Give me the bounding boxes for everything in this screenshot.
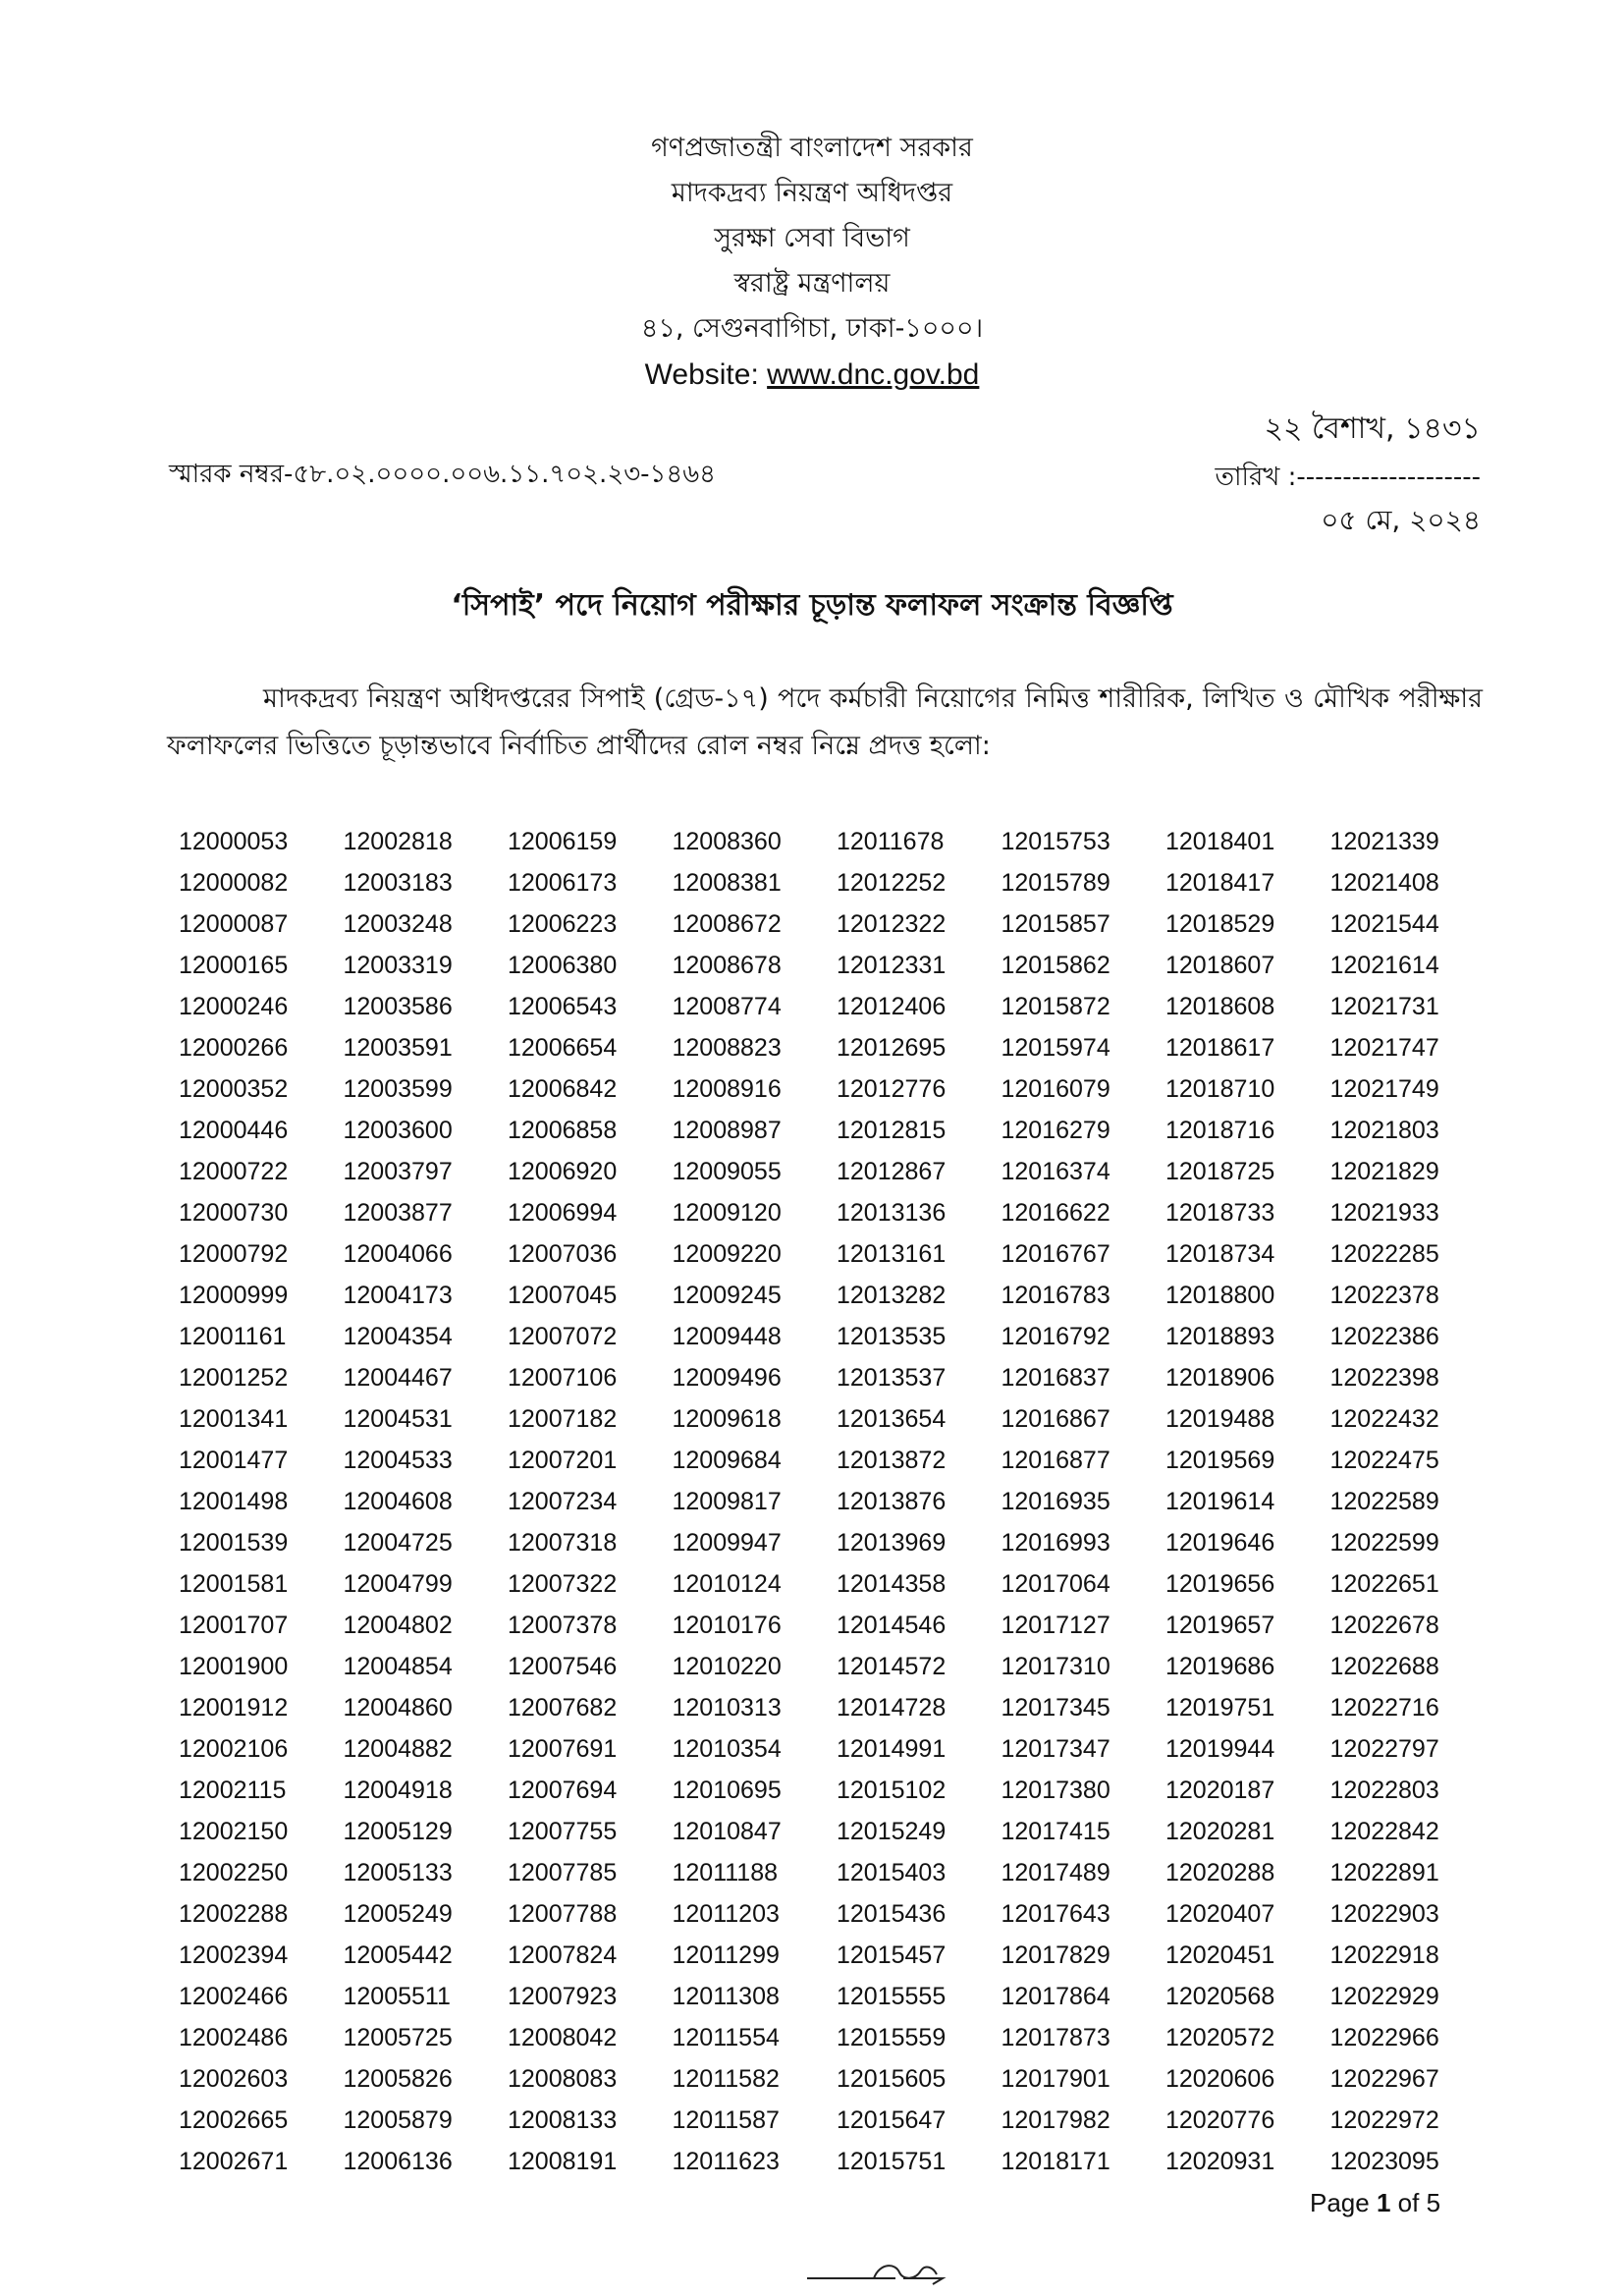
roll-number-cell: 12017064 [1001,1570,1110,1598]
roll-number-cell: 12012252 [837,869,947,897]
roll-number-cell: 12011582 [672,2065,780,2093]
roll-number-cell: 12005879 [343,2106,453,2134]
roll-number-cell: 12017345 [1001,1694,1110,1722]
roll-number-cell: 12006920 [508,1158,618,1185]
roll-number-cell: 12002394 [179,1941,289,1969]
roll-number-cell: 12008191 [508,2148,618,2175]
roll-number-cell: 12002106 [179,1735,289,1763]
roll-number-cell: 12018417 [1165,869,1275,897]
roll-number-cell: 12007201 [508,1447,618,1474]
roll-number-cell: 12022842 [1329,1818,1439,1845]
roll-number-cell: 12007378 [508,1612,618,1639]
roll-number-cell: 12012695 [837,1034,947,1062]
roll-number-cell: 12018608 [1165,993,1275,1020]
roll-number-cell: 12001912 [179,1694,289,1722]
roll-number-cell: 12012867 [837,1158,947,1185]
roll-number-cell: 12003248 [343,910,453,938]
roll-number-cell: 12007923 [508,1983,618,2010]
roll-number-cell: 12016783 [1001,1282,1110,1309]
letterhead-address: ৪১, সেগুনবাগিচা, ঢাকা-১০০০। [640,313,984,344]
roll-number-cell: 12003600 [343,1117,453,1144]
roll-number-cell: 12020568 [1165,1983,1275,2010]
roll-number-cell: 12008678 [672,952,782,979]
page-prefix: Page [1310,2188,1377,2217]
roll-number-cell: 12008774 [672,993,782,1020]
roll-number-cell: 12016079 [1001,1075,1110,1103]
roll-number-cell: 12006173 [508,869,618,897]
roll-number-cell: 12005826 [343,2065,453,2093]
letterhead-ministry: স্বরাষ্ট্র মন্ত্রণালয় [733,268,891,299]
website-link[interactable]: www.dnc.gov.bd [767,358,980,391]
roll-number-cell: 12011308 [672,1983,780,2010]
roll-number-cell: 12005442 [343,1941,453,1969]
roll-number-cell: 12019657 [1165,1612,1275,1639]
roll-number-cell: 12003586 [343,993,453,1020]
roll-number-cell: 12002466 [179,1983,289,2010]
roll-number-cell: 12010847 [672,1818,782,1845]
roll-number-cell: 12000266 [179,1034,289,1062]
roll-number-cell: 12013872 [837,1447,947,1474]
roll-number-cell: 12004802 [343,1612,453,1639]
roll-number-cell: 12011203 [672,1900,780,1928]
signature-initials [805,2259,952,2288]
roll-number-cell: 12009055 [672,1158,782,1185]
roll-number-cell: 12017347 [1001,1735,1110,1763]
roll-number-cell: 12008360 [672,828,782,855]
page-number [1310,2188,1440,2218]
roll-number-cell: 12006380 [508,952,618,979]
roll-number-cell: 12022918 [1329,1941,1439,1969]
roll-number-cell: 12009618 [672,1405,782,1433]
roll-number-cell: 12012815 [837,1117,947,1144]
roll-number-cell: 12013537 [837,1364,947,1392]
page-current: 1 [1376,2188,1391,2217]
roll-number-cell: 12010176 [672,1612,782,1639]
roll-number-cell: 12010354 [672,1735,782,1763]
roll-number-cell: 12020606 [1165,2065,1275,2093]
roll-number-cell: 12018607 [1165,952,1275,979]
roll-number-cell: 12006842 [508,1075,618,1103]
roll-number-cell: 12006159 [508,828,618,855]
roll-number-cell: 12012322 [837,910,947,938]
roll-number-cell: 12015751 [837,2148,947,2175]
roll-number-cell: 12021339 [1329,828,1439,855]
roll-number-cell: 12012331 [837,952,947,979]
roll-number-cell: 12019686 [1165,1653,1275,1680]
roll-number-cell: 12001900 [179,1653,289,1680]
roll-number-cell: 12016374 [1001,1158,1110,1185]
roll-number-cell: 12009245 [672,1282,782,1309]
roll-number-cell: 12015457 [837,1941,947,1969]
roll-number-cell: 12016867 [1001,1405,1110,1433]
roll-number-cell: 12018734 [1165,1240,1275,1268]
roll-number-cell: 12009684 [672,1447,782,1474]
roll-number-cell: 12002818 [343,828,453,855]
roll-number-cell: 12004918 [343,1777,453,1804]
roll-number-cell: 12000165 [179,952,289,979]
roll-number-cell: 12007694 [508,1777,618,1804]
roll-number-cell: 12012776 [837,1075,947,1103]
roll-number-cell: 12004799 [343,1570,453,1598]
roll-number-cell: 12017901 [1001,2065,1110,2093]
roll-number-cell: 12020931 [1165,2148,1275,2175]
roll-number-cell: 12020187 [1165,1777,1275,1804]
roll-number-cell: 12019646 [1165,1529,1275,1557]
roll-number-cell: 12017643 [1001,1900,1110,1928]
roll-number-cell: 12004354 [343,1323,453,1350]
roll-number-cell: 12002115 [179,1777,287,1804]
roll-number-cell: 12015555 [837,1983,947,2010]
roll-number-cell: 12015872 [1001,993,1110,1020]
letterhead-website [0,352,1624,399]
roll-number-cell: 12016767 [1001,1240,1110,1268]
roll-number-cell: 12001252 [179,1364,289,1392]
roll-number-cell: 12006223 [508,910,618,938]
roll-number-cell: 12020776 [1165,2106,1275,2134]
roll-number-cell: 12018710 [1165,1075,1275,1103]
roll-number-cell: 12002665 [179,2106,289,2134]
roll-number-cell: 12010220 [672,1653,782,1680]
roll-number-cell: 12014572 [837,1653,947,1680]
roll-number-cell: 12017127 [1001,1612,1110,1639]
roll-number-cell: 12000722 [179,1158,289,1185]
roll-number-cell: 12020281 [1165,1818,1275,1845]
roll-number-cell: 12007045 [508,1282,618,1309]
roll-number-cell: 12004533 [343,1447,453,1474]
roll-number-cell: 12021544 [1329,910,1439,938]
roll-number-cell: 12021803 [1329,1117,1439,1144]
date-bangla: ২২ বৈশাখ, ১৪৩১ [1264,411,1481,446]
roll-number-cell: 12004173 [343,1282,453,1309]
roll-number-cell: 12022432 [1329,1405,1439,1433]
roll-number-cell: 12001707 [179,1612,289,1639]
letterhead-department: মাদকদ্রব্য নিয়ন্ত্রণ অধিদপ্তর [671,178,953,208]
roll-number-cell: 12020451 [1165,1941,1275,1969]
roll-number-cell: 12005249 [343,1900,453,1928]
roll-number-cell: 12016877 [1001,1447,1110,1474]
roll-number-cell: 12022398 [1329,1364,1439,1392]
roll-number-cell: 12018401 [1165,828,1275,855]
roll-number-cell: 12000053 [179,828,289,855]
roll-number-cell: 12017829 [1001,1941,1110,1969]
roll-number-cell: 12022285 [1329,1240,1439,1268]
roll-number-cell: 12022651 [1329,1570,1439,1598]
roll-number-cell: 12013282 [837,1282,947,1309]
roll-number-cell: 12022797 [1329,1735,1439,1763]
date-english: ০৫ মে, ২০২৪ [1321,504,1481,536]
letterhead-division: সুরক্ষা সেবা বিভাগ [714,223,910,253]
roll-number-cell: 12010124 [672,1570,782,1598]
roll-number-cell: 12000446 [179,1117,289,1144]
roll-number-cell: 12006654 [508,1034,618,1062]
roll-number-cell: 12018529 [1165,910,1275,938]
roll-number-cell: 12022678 [1329,1612,1439,1639]
roll-number-cell: 12002288 [179,1900,289,1928]
roll-number-cell: 12010313 [672,1694,782,1722]
roll-number-cell: 12018800 [1165,1282,1275,1309]
roll-number-cell: 12017982 [1001,2106,1110,2134]
roll-number-cell: 12015857 [1001,910,1110,938]
roll-number-cell: 12000246 [179,993,289,1020]
roll-number-cell: 12022803 [1329,1777,1439,1804]
roll-number-cell: 12011623 [672,2148,780,2175]
roll-number-cell: 12015102 [837,1777,947,1804]
roll-number-cell: 12015436 [837,1900,947,1928]
roll-number-cell: 12001161 [179,1323,287,1350]
roll-number-cell: 12022966 [1329,2024,1439,2051]
roll-number-cell: 12015974 [1001,1034,1110,1062]
roll-number-cell: 12018617 [1165,1034,1275,1062]
roll-number-cell: 12009120 [672,1199,782,1227]
roll-number-cell: 12019751 [1165,1694,1275,1722]
roll-number-cell: 12017415 [1001,1818,1110,1845]
letterhead-government: গণপ্রজাতন্ত্রী বাংলাদেশ সরকার [651,133,973,163]
roll-number-cell: 12007106 [508,1364,618,1392]
roll-number-cell: 12013969 [837,1529,947,1557]
roll-number-cell: 12006136 [343,2148,453,2175]
roll-number-cell: 12018893 [1165,1323,1275,1350]
roll-number-cell: 12015862 [1001,952,1110,979]
roll-number-cell: 12003599 [343,1075,453,1103]
roll-number-cell: 12007785 [508,1859,618,1886]
roll-number-cell: 12003877 [343,1199,453,1227]
roll-number-cell: 12008987 [672,1117,782,1144]
roll-number-cell: 12004608 [343,1488,453,1515]
roll-number-cell: 12000792 [179,1240,289,1268]
roll-number-cell: 12016279 [1001,1117,1110,1144]
roll-number-cell: 12004882 [343,1735,453,1763]
page-total: 5 [1426,2188,1441,2217]
roll-number-cell: 12016935 [1001,1488,1110,1515]
roll-number-cell: 12020407 [1165,1900,1275,1928]
roll-number-cell: 12016837 [1001,1364,1110,1392]
roll-number-cell: 12021829 [1329,1158,1439,1185]
roll-number-cell: 12007182 [508,1405,618,1433]
roll-number-cell: 12006994 [508,1199,618,1227]
roll-number-cell: 12020288 [1165,1859,1275,1886]
roll-number-cell: 12005133 [343,1859,453,1886]
roll-number-cell: 12007788 [508,1900,618,1928]
roll-number-cell: 12004854 [343,1653,453,1680]
roll-number-cell: 12009496 [672,1364,782,1392]
roll-number-cell: 12022688 [1329,1653,1439,1680]
page-middle: of [1390,2188,1427,2217]
roll-number-cell: 12019614 [1165,1488,1275,1515]
roll-number-cell: 12022589 [1329,1488,1439,1515]
roll-number-cell: 12018725 [1165,1158,1275,1185]
roll-number-cell: 12011587 [672,2106,780,2134]
roll-number-cell: 12000730 [179,1199,289,1227]
roll-number-cell: 12014358 [837,1570,947,1598]
roll-number-cell: 12000082 [179,869,289,897]
roll-number-cell: 12001539 [179,1529,289,1557]
roll-number-cell: 12008916 [672,1075,782,1103]
roll-number-cell: 12017864 [1001,1983,1110,2010]
roll-number-cell: 12019944 [1165,1735,1275,1763]
roll-number-cell: 12009817 [672,1488,782,1515]
roll-number-cell: 12016993 [1001,1529,1110,1557]
roll-number-cell: 12017873 [1001,2024,1110,2051]
roll-number-cell: 12017310 [1001,1653,1110,1680]
roll-number-cell: 12003319 [343,952,453,979]
roll-number-cell: 12008672 [672,910,782,938]
roll-number-cell: 12023095 [1329,2148,1439,2175]
website-label: Website: [644,358,768,391]
roll-number-cell: 12018716 [1165,1117,1275,1144]
roll-number-cell: 12002150 [179,1818,289,1845]
roll-number-cell: 12015789 [1001,869,1110,897]
roll-number-cell: 12018171 [1001,2148,1110,2175]
roll-number-cell: 12006543 [508,993,618,1020]
roll-number-cell: 12018733 [1165,1199,1275,1227]
roll-number-cell: 12022903 [1329,1900,1439,1928]
roll-number-cell: 12004860 [343,1694,453,1722]
roll-number-cell: 12022891 [1329,1859,1439,1886]
roll-number-cell: 12019488 [1165,1405,1275,1433]
roll-number-cell: 12001341 [179,1405,289,1433]
roll-number-cell: 12004531 [343,1405,453,1433]
roll-number-cell: 12000087 [179,910,289,938]
roll-number-cell: 12003183 [343,869,453,897]
roll-number-cell: 12011678 [837,828,945,855]
roll-number-cell: 12006858 [508,1117,618,1144]
roll-number-cell: 12007318 [508,1529,618,1557]
roll-number-cell: 12007546 [508,1653,618,1680]
roll-number-cell: 12015249 [837,1818,947,1845]
notice-intro: মাদকদ্রব্য নিয়ন্ত্রণ অধিদপ্তরের সিপাই (গ্রেড-১৭) পদে কর্মচারী নিয়োগের নিমিত্ত শারীরিক, লিখিত ও মৌখিক পরীক্ষার ফলাফলের ভিত্তিতে চূড়ান্তভাবে নির্বাচিত প্রার্থীদের রোল নম্বর নিম্নে প্রদত্ত হলো: [167,683,1483,761]
roll-number-cell: 12007322 [508,1570,618,1598]
roll-number-cell: 12004467 [343,1364,453,1392]
roll-number-cell: 12014546 [837,1612,947,1639]
roll-number-cell: 12008083 [508,2065,618,2093]
memo-number: স্মারক নম্বর-৫৮.০২.০০০০.০০৬.১১.৭০২.২৩-১৪৬৪ [169,460,717,489]
roll-number-cell: 12001581 [179,1570,289,1598]
roll-number-cell: 12021614 [1329,952,1439,979]
roll-number-cell: 12005725 [343,2024,453,2051]
roll-number-cell: 12007036 [508,1240,618,1268]
roll-number-cell: 12016622 [1001,1199,1110,1227]
roll-number-cell: 12002486 [179,2024,289,2051]
roll-number-cell: 12013535 [837,1323,947,1350]
date-label: তারিখ :-------------------- [1215,463,1481,492]
roll-number-cell: 12005129 [343,1818,453,1845]
roll-number-table [179,821,1494,2182]
roll-number-cell: 12003591 [343,1034,453,1062]
roll-number-cell: 12015753 [1001,828,1110,855]
roll-number-cell: 12011188 [672,1859,779,1886]
roll-number-cell: 12021731 [1329,993,1439,1020]
roll-number-cell: 12000352 [179,1075,289,1103]
roll-number-cell: 12015559 [837,2024,947,2051]
roll-number-cell: 12013161 [837,1240,947,1268]
roll-number-cell: 12000999 [179,1282,289,1309]
roll-number-cell: 12015647 [837,2106,947,2134]
roll-number-cell: 12004066 [343,1240,453,1268]
roll-number-cell: 12019656 [1165,1570,1275,1598]
roll-number-cell: 12021749 [1329,1075,1439,1103]
roll-number-cell: 12021933 [1329,1199,1439,1227]
roll-number-cell: 12021747 [1329,1034,1439,1062]
roll-number-cell: 12013876 [837,1488,947,1515]
roll-number-cell: 12022386 [1329,1323,1439,1350]
roll-number-cell: 12007824 [508,1941,618,1969]
roll-number-cell: 12018906 [1165,1364,1275,1392]
roll-number-cell: 12017489 [1001,1859,1110,1886]
roll-number-cell: 12016792 [1001,1323,1110,1350]
roll-number-cell: 12002250 [179,1859,289,1886]
roll-number-cell: 12022972 [1329,2106,1439,2134]
roll-number-cell: 12013654 [837,1405,947,1433]
roll-number-cell: 12007234 [508,1488,618,1515]
roll-number-cell: 12009220 [672,1240,782,1268]
roll-number-cell: 12015605 [837,2065,947,2093]
roll-number-cell: 12003797 [343,1158,453,1185]
roll-number-cell: 12007682 [508,1694,618,1722]
roll-number-cell: 12007072 [508,1323,618,1350]
roll-number-cell: 12014728 [837,1694,947,1722]
roll-number-cell: 12008133 [508,2106,618,2134]
roll-number-cell: 12011554 [672,2024,780,2051]
roll-number-cell: 12019569 [1165,1447,1275,1474]
roll-number-cell: 12017380 [1001,1777,1110,1804]
roll-number-cell: 12014991 [837,1735,947,1763]
roll-number-cell: 12008042 [508,2024,618,2051]
roll-number-cell: 12022599 [1329,1529,1439,1557]
roll-number-cell: 12007755 [508,1818,618,1845]
roll-number-cell: 12012406 [837,993,947,1020]
roll-number-cell: 12015403 [837,1859,947,1886]
roll-number-cell: 12008381 [672,869,782,897]
roll-number-cell: 12009448 [672,1323,782,1350]
roll-number-cell: 12022929 [1329,1983,1439,2010]
roll-number-cell: 12022967 [1329,2065,1439,2093]
roll-number-cell: 12005511 [343,1983,451,2010]
roll-number-cell: 12002671 [179,2148,289,2175]
roll-number-cell: 12022716 [1329,1694,1439,1722]
letterhead [0,126,1624,399]
notice-title: ‘সিপাই’ পদে নিয়োগ পরীক্ষার চূড়ান্ত ফলাফল সংক্রান্ত বিজ্ঞপ্তি [451,588,1173,623]
roll-number-cell: 12001477 [179,1447,289,1474]
roll-number-cell: 12004725 [343,1529,453,1557]
roll-number-cell: 12013136 [837,1199,947,1227]
roll-number-cell: 12021408 [1329,869,1439,897]
roll-number-cell: 12008823 [672,1034,782,1062]
roll-number-cell: 12010695 [672,1777,782,1804]
roll-number-cell: 12022378 [1329,1282,1439,1309]
roll-number-cell: 12020572 [1165,2024,1275,2051]
roll-number-cell: 12007691 [508,1735,618,1763]
roll-number-cell: 12022475 [1329,1447,1439,1474]
roll-number-cell: 12002603 [179,2065,289,2093]
roll-number-cell: 12009947 [672,1529,782,1557]
roll-number-cell: 12011299 [672,1941,780,1969]
roll-number-cell: 12001498 [179,1488,289,1515]
